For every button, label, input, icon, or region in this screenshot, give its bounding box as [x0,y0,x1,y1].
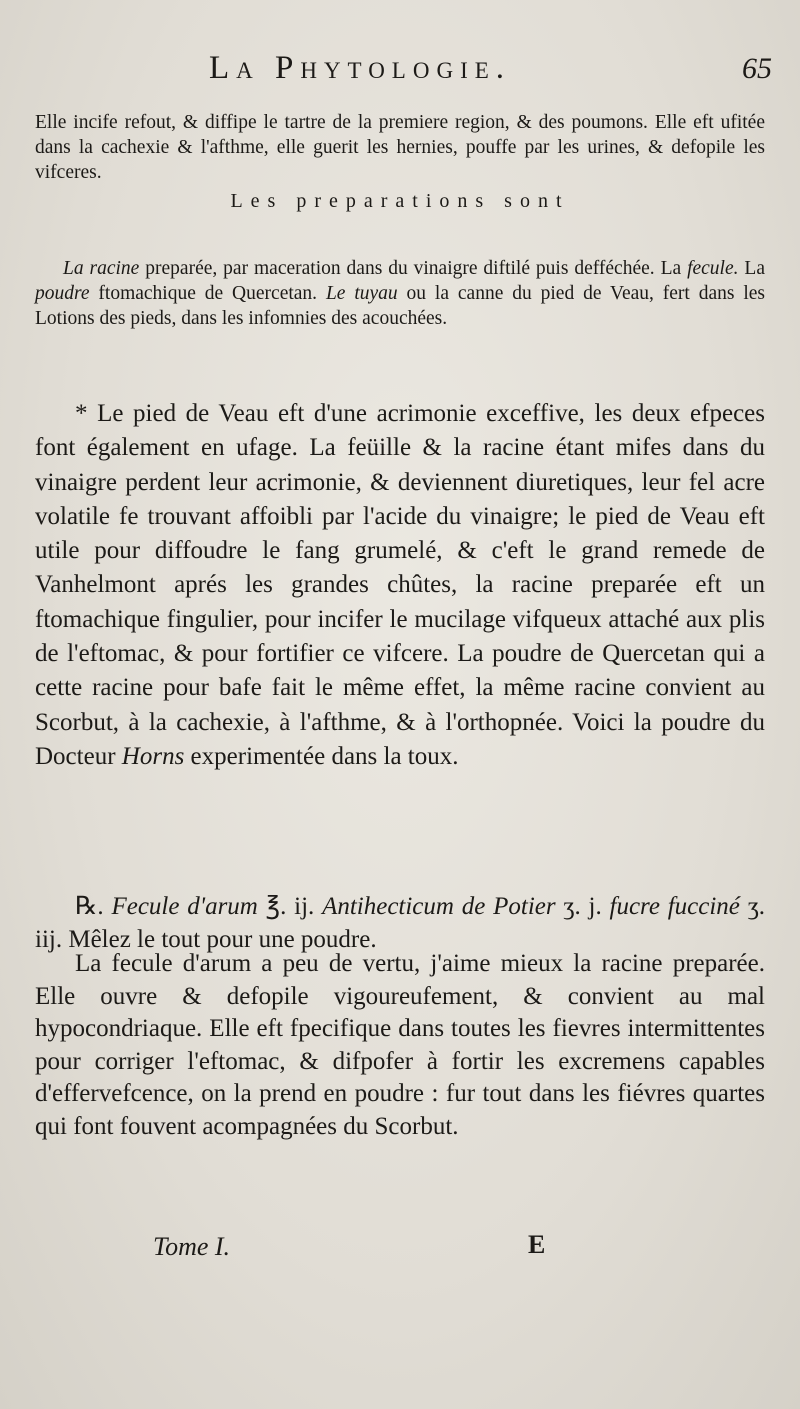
fecule-label: fecule. [687,257,739,279]
poudre-prefix: La [738,257,765,279]
page-footer [0,1232,800,1272]
tuyau-label: Le tuyau [325,282,398,304]
recipe-paragraph [35,890,765,956]
recipe-item-name: Antihecticum de Potier [322,893,556,920]
main-text-end: experimentée dans la toux. [184,742,459,770]
volume-label: Tome I. [153,1232,231,1261]
running-title: La Phytologie. [208,50,512,86]
preparations-paragraph [35,256,765,331]
poudre-text: ftomachique de Quercetan. [89,282,326,304]
page-number: 65 [742,52,772,85]
tuyau-text: ou la canne du pied de Veau, fert dans les Lotions des pieds, dans les infomnies des acouchées. [35,282,766,329]
intro-paragraph: Elle incife refout, & diffipe le tartre de la premiere region, & des poumons. Elle eft ufitée dans la cachexie & l'afthme, elle guerit les hernies, pouffe par les urines, & defopile les vifceres. [35,111,765,183]
recipe-item-qty: ℥. ij. [265,893,315,920]
main-text: * Le pied de Veau eft d'une acrimonie exceffive, les deux efpeces font également en ufage. La feüille & la racine étant mifes dans du vinaigre perdent leur acrimonie, & deviennent diuretiques, leur fel acre volatile fe trouvant affoibli par l'acide du vinaigre; le pied de Veau eft utile pour diffoudre le fang grumelé, & c'eft le grand remede de Vanhelmont aprés les grandes chûtes, la racine preparée eft un ftomachique fingulier, pour incifer le mucilage vifqueux attaché aux plis de l'eftomac, & pour fortifier ce vifcere. La poudre de Quercetan qui a cette racine pour bafe fait le même effet, la même racine convient au Scorbut, à la cachexie, à l'afthme, & à l'orthopnée. Voici la poudre du Docteur [35,400,765,770]
racine-label: La racine [63,257,140,279]
author-name: Horns [121,742,185,770]
recipe-symbol: ℞. [75,893,104,920]
racine-text: preparée, par maceration dans du vinaigre diftilé puis defféchée. La [139,257,688,279]
recipe-item-qty: ʒ. j. [563,893,602,920]
section-heading: Les preparations sont [230,190,570,212]
recipe-item-name: Fecule d'arum [111,893,258,920]
poudre-label: poudre [35,282,90,304]
arum-paragraph: La fecule d'arum a peu de vertu, j'aime mieux la racine preparée. Elle ouvre & defopile vigoureufement, & convient au mal hypocondriaque. Elle eft fpecifique dans toutes les fievres intermittentes pour corriger l'eftomac, & difpofer à fortir les excremens capables d'effervefcence, on la prend en poudre : fur tout dans les fiévres quartes qui font fouvent acompagnées du Scorbut. [35,950,765,1140]
recipe-item-qty: ʒ. iij. [35,893,766,953]
recipe-instruction: Mêlez le tout pour une poudre. [68,926,377,953]
recipe-item-name: fucre fucciné [609,893,740,920]
main-paragraph [35,397,765,774]
running-head [0,50,800,90]
signature-mark: E [528,1230,546,1259]
